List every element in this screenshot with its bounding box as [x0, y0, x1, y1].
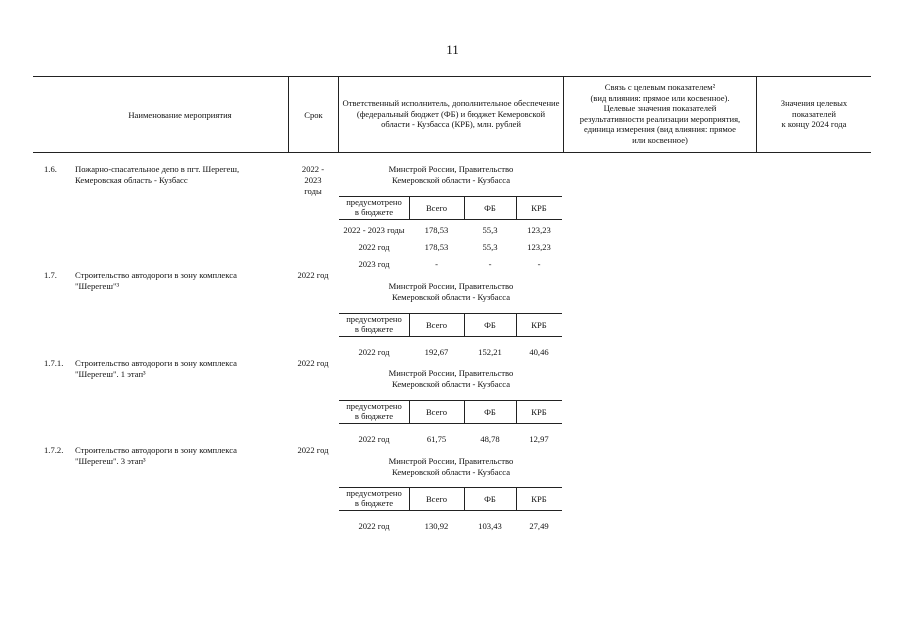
- budget-krb-header: КРБ: [531, 320, 547, 330]
- budget-table-rule: [339, 423, 562, 424]
- budget-row-label: 2022 - 2023 годы: [343, 225, 405, 235]
- header-divider: [338, 76, 339, 152]
- budget-table-rule: [339, 510, 562, 511]
- row-name: Строительство автодороги в зону комплекса "Шерегеш". 1 этап³: [75, 358, 237, 379]
- budget-row-label: 2022 год: [358, 521, 390, 531]
- budget-fb-header: ФБ: [484, 407, 496, 417]
- budget-table-rule: [339, 336, 562, 337]
- row-responsible: Минстрой России, Правительство Кемеровской области - Кузбасса: [388, 368, 514, 389]
- budget-label-header: предусмотрено в бюджете: [346, 314, 402, 334]
- budget-total-header: Всего: [425, 320, 448, 330]
- budget-krb-header: КРБ: [531, 407, 547, 417]
- budget-row-fb: 103,43: [478, 521, 502, 531]
- budget-row-fb: 48,78: [480, 434, 500, 444]
- page-number: 11: [446, 42, 459, 57]
- budget-row-label: 2022 год: [358, 242, 390, 252]
- budget-row-fb: -: [488, 259, 492, 269]
- budget-label-header: предусмотрено в бюджете: [346, 488, 402, 508]
- budget-row-total: 61,75: [426, 434, 447, 444]
- row-responsible: Минстрой России, Правительство Кемеровской области - Кузбасса: [388, 164, 514, 185]
- row-period: 2022 год: [297, 270, 329, 280]
- budget-row-fb: 152,21: [478, 347, 502, 357]
- row-responsible: Минстрой России, Правительство Кемеровской области - Кузбасса: [388, 456, 514, 477]
- row-number: 1.7.2.: [44, 445, 64, 455]
- budget-label-header: предусмотрено в бюджете: [346, 401, 402, 421]
- header-period: Срок: [304, 110, 323, 120]
- budget-krb-header: КРБ: [531, 203, 547, 213]
- budget-row-label: 2023 год: [358, 259, 390, 269]
- budget-row-krb: 12,97: [529, 434, 549, 444]
- header-target-values: Значения целевых показателей к концу 2024 года: [780, 98, 848, 129]
- row-period: 2022 год: [297, 445, 329, 455]
- budget-fb-header: ФБ: [484, 494, 496, 504]
- budget-row-krb: 123,23: [527, 225, 551, 235]
- row-name: Строительство автодороги в зону комплекса "Шерегеш"³: [75, 270, 237, 291]
- budget-label-header: предусмотрено в бюджете: [346, 197, 402, 217]
- budget-row-krb: -: [537, 259, 541, 269]
- budget-row-krb: 40,46: [529, 347, 549, 357]
- header-bottom-rule: [33, 152, 871, 153]
- budget-row-fb: 55,3: [482, 242, 498, 252]
- header-top-rule: [33, 76, 871, 77]
- row-responsible: Минстрой России, Правительство Кемеровской области - Кузбасса: [388, 281, 514, 302]
- row-name: Пожарно-спасательное депо в пгт. Шерегеш, Кемеровская область - Кузбасс: [75, 164, 240, 185]
- budget-total-header: Всего: [425, 203, 448, 213]
- budget-row-krb: 27,49: [529, 521, 549, 531]
- budget-row-total: 178,53: [424, 242, 449, 252]
- row-name: Строительство автодороги в зону комплекса "Шерегеш". 3 этап³: [75, 445, 237, 466]
- row-number: 1.7.1.: [44, 358, 64, 368]
- budget-row-total: 130,92: [424, 521, 449, 531]
- budget-total-header: Всего: [425, 407, 448, 417]
- budget-row-label: 2022 год: [358, 434, 390, 444]
- budget-fb-header: ФБ: [484, 320, 496, 330]
- header-indicator-link: Связь с целевым показателем² (вид влияния: прямое или косвенное). Целевые значения показателей результативности реализации мероприятия, единица измерения (вид влияния: прямое или косвенное): [579, 82, 741, 145]
- budget-row-krb: 123,23: [527, 242, 551, 252]
- budget-krb-header: КРБ: [531, 494, 547, 504]
- budget-table-rule: [339, 219, 562, 220]
- budget-row-total: 178,53: [424, 225, 449, 235]
- budget-fb-header: ФБ: [484, 203, 496, 213]
- budget-row-fb: 55,3: [482, 225, 498, 235]
- row-number: 1.6.: [44, 164, 57, 174]
- header-name: Наименование мероприятия: [128, 110, 232, 120]
- budget-row-total: 192,67: [424, 347, 449, 357]
- row-number: 1.7.: [44, 270, 57, 280]
- row-period: 2022 год: [297, 358, 329, 368]
- budget-total-header: Всего: [425, 494, 448, 504]
- budget-row-total: -: [435, 259, 438, 269]
- budget-row-label: 2022 год: [358, 347, 390, 357]
- row-period: 2022 - 2023 годы: [301, 164, 325, 196]
- header-responsible: Ответственный исполнитель, дополнительное обеспечение (федеральный бюджет (ФБ) и бюджет Кемеровской области - Кузбасса (КРБ), млн. рублей: [342, 98, 560, 129]
